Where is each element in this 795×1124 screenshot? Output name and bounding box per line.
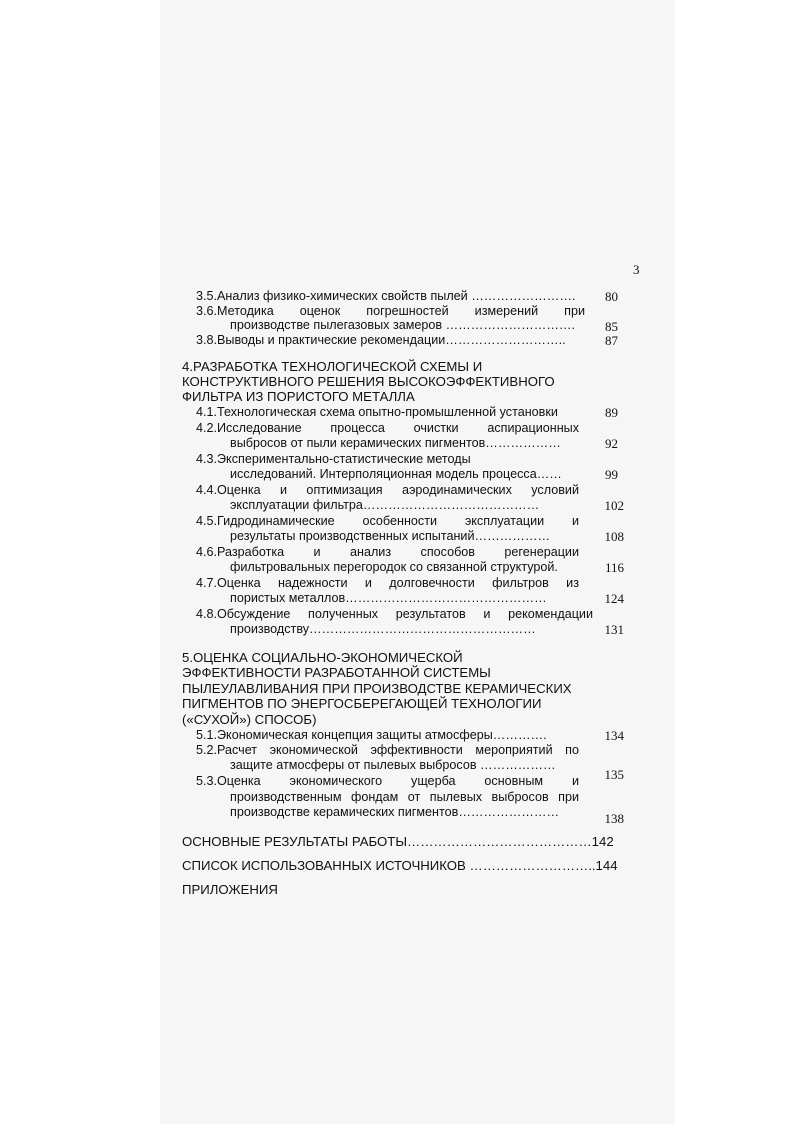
toc-entry-appendices: ПРИЛОЖЕНИЯ — [182, 882, 278, 897]
toc-page-4-2: 92 — [605, 436, 618, 451]
toc-page-4-3: 99 — [605, 467, 618, 482]
toc-entry-references: СПИСОК ИСПОЛЬЗОВАННЫХ ИСТОЧНИКОВ ………………………..144 — [182, 858, 618, 873]
toc-entry-4-4: 4.4.Оценка и оптимизация аэродинамических условий — [196, 483, 579, 497]
toc-page-5-1: 134 — [604, 728, 624, 743]
toc-page-4-7: 124 — [604, 591, 624, 606]
toc-page-3-5: 80 — [605, 289, 618, 304]
toc-entry-4-5-cont: результаты производственных испытаний……………… — [230, 529, 551, 543]
toc-entry-5-1: 5.1.Экономическая концепция защиты атмосферы…………. — [196, 728, 547, 742]
toc-page-4-1: 89 — [605, 405, 618, 420]
toc-entry-4-6-cont: фильтровальных перегородок со связанной структурой. — [230, 560, 558, 574]
toc-page-4-8: 131 — [604, 622, 624, 637]
chapter-4-title-line-1: 4.РАЗРАБОТКА ТЕХНОЛОГИЧЕСКОЙ СХЕМЫ И — [182, 359, 483, 374]
toc-page-5-3: 138 — [604, 811, 624, 826]
toc-page-3-6: 85 — [605, 319, 618, 334]
chapter-5-title-line-4: ПИГМЕНТОВ ПО ЭНЕРГОСБЕРЕГАЮЩЕЙ ТЕХНОЛОГИИ — [182, 696, 542, 711]
toc-entry-5-3-cont-2: производстве керамических пигментов…………………… — [230, 805, 560, 819]
chapter-5-title-line-5: («СУХОЙ») СПОСОБ) — [182, 712, 317, 727]
toc-entry-main-results: ОСНОВНЫЕ РЕЗУЛЬТАТЫ РАБОТЫ……………………………………142 — [182, 834, 614, 849]
chapter-5-title-line-2: ЭФФЕКТИВНОСТИ РАЗРАБОТАННОЙ СИСТЕМЫ — [182, 665, 491, 680]
toc-entry-4-3-cont: исследований. Интерполяционная модель процесса…… — [230, 467, 562, 481]
toc-entry-4-8-cont: производству……………………………………………… — [230, 622, 536, 636]
toc-entry-3-6-cont: производстве пылегазовых замеров …………………………. — [230, 318, 576, 332]
toc-entry-4-2-cont: выбросов от пыли керамических пигментов……………… — [230, 436, 561, 450]
toc-entry-5-2: 5.2.Расчет экономической эффективности мероприятий по — [196, 743, 579, 757]
toc-entry-4-5: 4.5.Гидродинамические особенности эксплуатации и — [196, 514, 579, 528]
toc-entry-3-8: 3.8.Выводы и практические рекомендации……………………….. — [196, 333, 566, 347]
chapter-4-title-line-3: ФИЛЬТРА ИЗ ПОРИСТОГО МЕТАЛЛА — [182, 389, 415, 404]
chapter-4-title-line-2: КОНСТРУКТИВНОГО РЕШЕНИЯ ВЫСОКОЭФФЕКТИВНОГО — [182, 374, 555, 389]
toc-entry-4-7-cont: пористых металлов………………………………………… — [230, 591, 547, 605]
chapter-5-title-line-1: 5.ОЦЕНКА СОЦИАЛЬНО-ЭКОНОМИЧЕСКОЙ — [182, 650, 463, 665]
toc-entry-4-2: 4.2.Исследование процесса очистки аспирационных — [196, 421, 579, 435]
toc-entry-4-7: 4.7.Оценка надежности и долговечности фильтров из — [196, 576, 579, 590]
toc-page-4-6: 116 — [604, 560, 624, 575]
toc-entry-5-2-cont: защите атмосферы от пылевых выбросов ……………… — [230, 758, 556, 772]
toc-entry-3-5: 3.5.Анализ физико-химических свойств пылей ……………………. — [196, 289, 576, 303]
toc-page-4-4: 102 — [604, 498, 624, 513]
page-number: 3 — [633, 262, 640, 277]
toc-entry-3-6: 3.6.Методика оценок погрешностей измерений при — [196, 304, 585, 318]
chapter-5-title-line-3: ПЫЛЕУЛАВЛИВАНИЯ ПРИ ПРОИЗВОДСТВЕ КЕРАМИЧЕСКИХ — [182, 681, 572, 696]
toc-entry-4-4-cont: эксплуатации фильтра…………………………………… — [230, 498, 540, 512]
toc-entry-5-3-cont-1: производственным фондам от пылевых выбросов при — [230, 790, 579, 804]
toc-entry-5-3: 5.3.Оценка экономического ущерба основным и — [196, 774, 579, 788]
toc-entry-4-3: 4.3.Экспериментально-статистические методы — [196, 452, 471, 466]
toc-page-4-5: 108 — [604, 529, 624, 544]
toc-entry-4-1: 4.1.Технологическая схема опытно-промышленной установки — [196, 405, 558, 419]
toc-entry-4-8: 4.8.Обсуждение полученных результатов и рекомендации — [196, 607, 593, 621]
toc-page-3-8: 87 — [605, 333, 618, 348]
toc-entry-4-6: 4.6.Разработка и анализ способов регенерации — [196, 545, 579, 559]
toc-page-5-2: 135 — [604, 767, 624, 782]
